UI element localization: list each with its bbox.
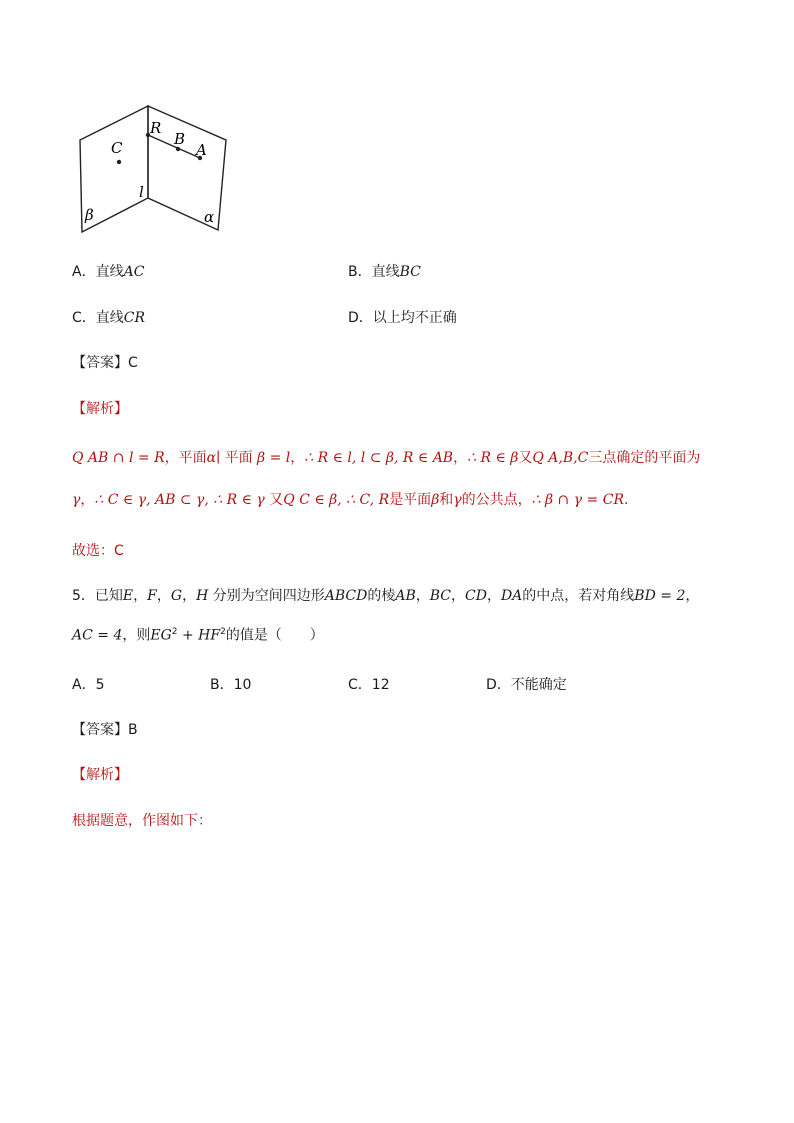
analysis-line-1: Q AB ∩ l = R，平面α∣ 平面 β = l，∴ R ∈ l, l ⊂ β, R ∈ AB，∴ R ∈ β又Q A,B,C三点确定的平面为	[72, 450, 701, 466]
dihedral-planes-figure	[72, 100, 262, 240]
q5-option-c[interactable]: C．12	[348, 677, 390, 693]
label-beta: β	[85, 206, 94, 224]
conclusion: 故选：C	[72, 543, 124, 559]
option-c[interactable]: C．直线CR	[72, 310, 146, 326]
option-b[interactable]: B．直线BC	[348, 264, 421, 280]
label-c: C	[111, 139, 123, 157]
q5-option-b[interactable]: B．10	[210, 677, 252, 693]
label-alpha: α	[204, 208, 215, 226]
label-a: A	[196, 141, 207, 159]
q5-analysis-heading: 【解析】	[72, 767, 128, 783]
label-b: B	[174, 130, 186, 148]
q5-analysis-text: 根据题意，作图如下：	[72, 813, 212, 829]
answer-line: 【答案】C	[72, 355, 138, 371]
q5-option-a[interactable]: A．5	[72, 677, 105, 693]
q5-stem-line-2: AC = 4，则$EG^2 + HF^2$的值是（ ）	[72, 627, 324, 644]
q5-stem-line-1: 5．已知E，F，G，H 分别为空间四边形ABCD的棱AB，BC，CD，DA的中点，若对角线BD = 2，	[72, 588, 700, 604]
label-r: R	[150, 119, 162, 137]
label-l: l	[139, 183, 144, 201]
analysis-line-2: γ，∴ C ∈ γ, AB ⊂ γ, ∴ R ∈ γ 又Q C ∈ β, ∴ C, R是平面β和γ的公共点，∴ β ∩ γ = CR.	[72, 492, 629, 508]
option-a[interactable]: A．直线AC	[72, 264, 145, 280]
analysis-heading: 【解析】	[72, 401, 128, 417]
option-d[interactable]: D．以上均不正确	[348, 310, 457, 326]
point-c	[117, 160, 121, 164]
q5-option-d[interactable]: D．不能确定	[486, 677, 567, 693]
q5-answer-line: 【答案】B	[72, 722, 138, 738]
